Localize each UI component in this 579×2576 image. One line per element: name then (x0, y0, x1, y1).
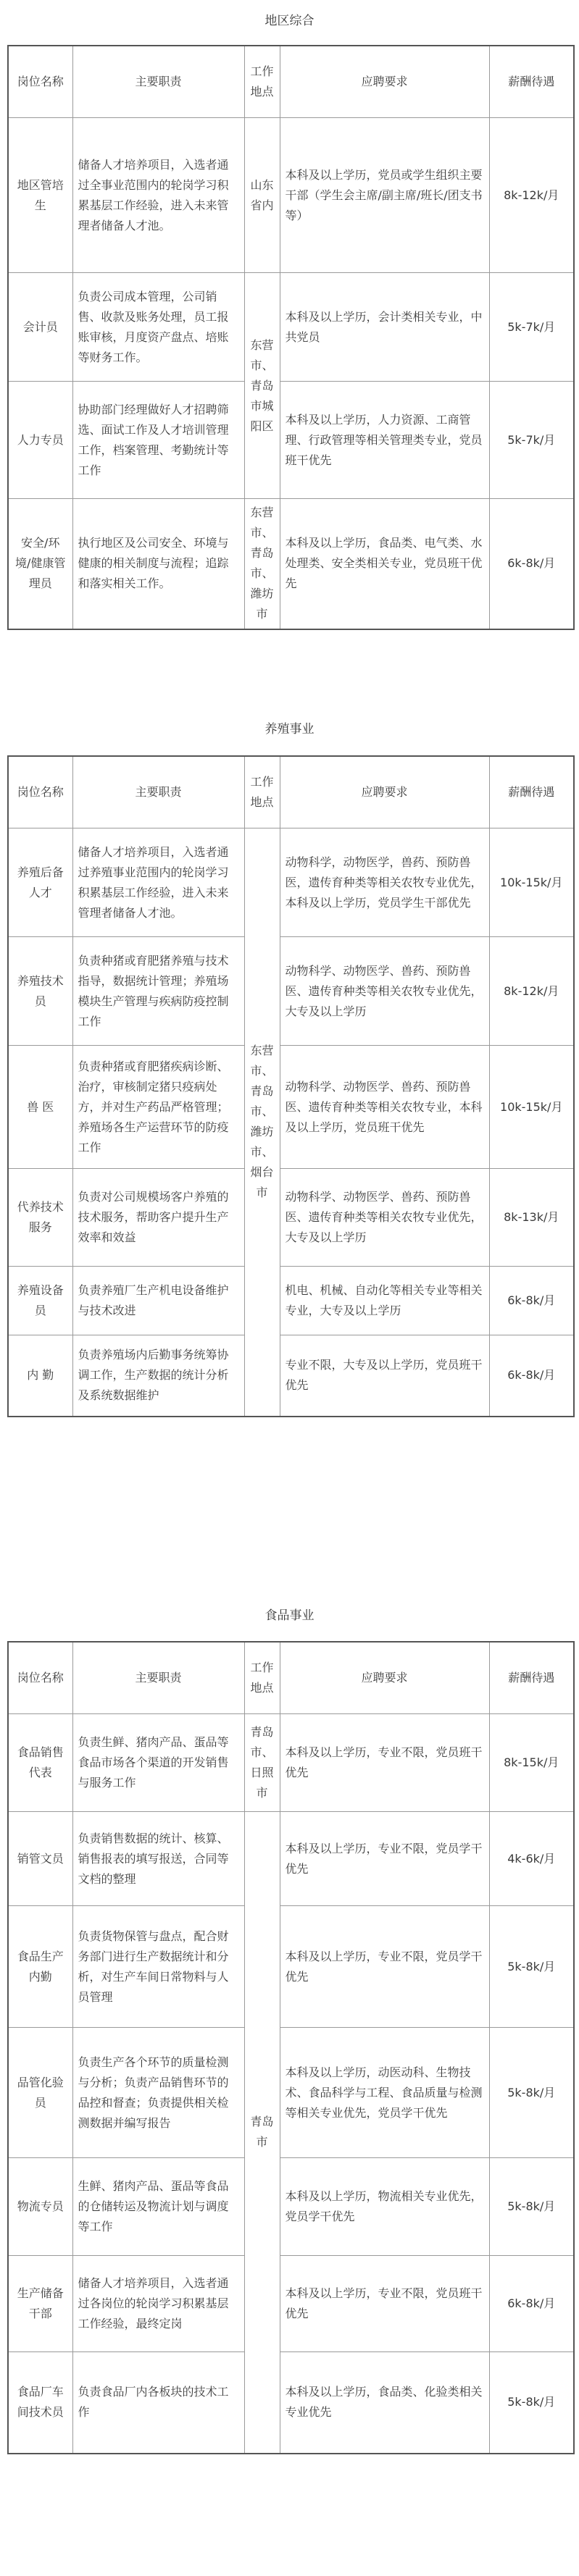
table-row (8, 499, 574, 629)
header-duty: 主要职责 (72, 46, 244, 118)
position-salary: 5k-8k/月 (489, 2352, 574, 2454)
header-salary: 薪酬待遇 (489, 756, 574, 828)
header-location: 工作地点 (244, 1642, 280, 1714)
header-duty: 主要职责 (72, 756, 244, 828)
position-duty: 储备人才培养项目，入选者通过养殖事业范围内的轮岗学习积累基层工作经验，进入未来管理者储备人才池。 (72, 828, 244, 937)
position-requirement: 本科及以上学历，专业不限，党员班干优先 (280, 2256, 489, 2352)
position-duty: 负责食品厂内各板块的技术工作 (72, 2352, 244, 2454)
position-name: 品管化验员 (8, 2028, 72, 2158)
position-salary: 8k-12k/月 (489, 118, 574, 273)
table-row (8, 382, 574, 499)
header-location: 工作地点 (244, 756, 280, 828)
position-salary: 6k-8k/月 (489, 2256, 574, 2352)
work-location: 青岛市 (244, 1812, 280, 2454)
position-salary: 6k-8k/月 (489, 1267, 574, 1335)
position-requirement: 机电、机械、自动化等相关专业等相关专业，大专及以上学历 (280, 1267, 489, 1335)
table-row (8, 1906, 574, 2028)
position-requirement: 动物科学、动物医学、兽药、预防兽医、遗传育种类等相关农牧专业优先，大专及以上学历 (280, 1169, 489, 1267)
position-duty: 负责养殖厂生产机电设备维护与技术改进 (72, 1267, 244, 1335)
position-salary: 5k-8k/月 (489, 2028, 574, 2158)
header-requirement: 应聘要求 (280, 1642, 489, 1714)
position-name: 食品生产内勤 (8, 1906, 72, 2028)
position-name: 会计员 (8, 273, 72, 382)
position-requirement: 本科及以上学历，物流相关专业优先，党员学干优先 (280, 2158, 489, 2256)
table-row (8, 1267, 574, 1335)
header-requirement: 应聘要求 (280, 756, 489, 828)
table-row (8, 828, 574, 937)
position-name: 地区管培生 (8, 118, 72, 273)
header-duty: 主要职责 (72, 1642, 244, 1714)
position-duty: 协助部门经理做好人才招聘筛选、面试工作及人才培训管理工作，档案管理、考勤统计等工作 (72, 382, 244, 499)
breeding-jobs-table (7, 755, 575, 1417)
position-salary: 5k-8k/月 (489, 1906, 574, 2028)
food-jobs-table (7, 1641, 575, 2454)
position-salary: 6k-8k/月 (489, 1335, 574, 1417)
header-salary: 薪酬待遇 (489, 46, 574, 118)
regional-jobs-table (7, 45, 575, 630)
header-position: 岗位名称 (8, 756, 72, 828)
position-duty: 负责生产各个环节的质量检测与分析；负责产品销售环节的品控和督查；负责提供相关检测数据并编写报告 (72, 2028, 244, 2158)
table-header-row (8, 756, 574, 828)
table-row (8, 937, 574, 1046)
position-name: 养殖技术员 (8, 937, 72, 1046)
table-row (8, 1335, 574, 1417)
position-requirement: 专业不限，大专及以上学历，党员班干优先 (280, 1335, 489, 1417)
table-header-row (8, 46, 574, 118)
header-position: 岗位名称 (8, 46, 72, 118)
work-location: 东营市、青岛市、潍坊市 (244, 499, 280, 629)
position-duty: 储备人才培养项目，入选者通过各岗位的轮岗学习积累基层工作经验，最终定岗 (72, 2256, 244, 2352)
position-duty: 执行地区及公司安全、环境与健康的相关制度与流程；追踪和落实相关工作。 (72, 499, 244, 629)
header-requirement: 应聘要求 (280, 46, 489, 118)
position-requirement: 本科及以上学历，专业不限，党员班干优先 (280, 1714, 489, 1812)
position-duty: 负责公司成本管理，公司销售、收款及账务处理，员工报账审核，月度资产盘点、培账等财务工作。 (72, 273, 244, 382)
position-duty: 负责对公司规模场客户养殖的技术服务，帮助客户提升生产效率和效益 (72, 1169, 244, 1267)
position-salary: 8k-12k/月 (489, 937, 574, 1046)
table-row (8, 2256, 574, 2352)
table-row (8, 1046, 574, 1169)
position-duty: 负责生鲜、猪肉产品、蛋品等食品市场各个渠道的开发销售与服务工作 (72, 1714, 244, 1812)
position-salary: 8k-13k/月 (489, 1169, 574, 1267)
position-name: 兽 医 (8, 1046, 72, 1169)
position-salary: 5k-8k/月 (489, 2158, 574, 2256)
position-requirement: 本科及以上学历，专业不限，党员学干优先 (280, 1906, 489, 2028)
position-name: 食品销售代表 (8, 1714, 72, 1812)
header-position: 岗位名称 (8, 1642, 72, 1714)
position-requirement: 动物科学、动物医学、兽药、预防兽医、遗传育种类等相关农牧专业优先，大专及以上学历 (280, 937, 489, 1046)
work-location: 青岛市、日照市 (244, 1714, 280, 1812)
position-requirement: 本科及以上学历，会计类相关专业，中共党员 (280, 273, 489, 382)
position-requirement: 本科及以上学历，人力资源、工商管理、行政管理等相关管理类专业，党员班干优先 (280, 382, 489, 499)
position-salary: 5k-7k/月 (489, 382, 574, 499)
position-salary: 10k-15k/月 (489, 828, 574, 937)
table-row (8, 1169, 574, 1267)
table-row (8, 118, 574, 273)
position-name: 养殖设备员 (8, 1267, 72, 1335)
position-name: 内 勤 (8, 1335, 72, 1417)
position-salary: 6k-8k/月 (489, 499, 574, 629)
work-location: 东营市、青岛市城阳区 (244, 273, 280, 499)
position-requirement: 本科及以上学历，党员或学生组织主要干部（学生会主席/副主席/班长/团支书等） (280, 118, 489, 273)
table-row (8, 273, 574, 382)
position-duty: 负责养殖场内后勤事务统筹协调工作，生产数据的统计分析及系统数据维护 (72, 1335, 244, 1417)
position-requirement: 本科及以上学历，食品类、化验类相关专业优先 (280, 2352, 489, 2454)
position-name: 生产储备干部 (8, 2256, 72, 2352)
position-duty: 储备人才培养项目，入选者通过全事业范围内的轮岗学习积累基层工作经验，进入未来管理者储备人才池。 (72, 118, 244, 273)
header-salary: 薪酬待遇 (489, 1642, 574, 1714)
position-duty: 生鲜、猪肉产品、蛋品等食品的仓储转运及物流计划与调度等工作 (72, 2158, 244, 2256)
position-duty: 负责种猪或育肥猪养殖与技术指导，数据统计管理；养殖场模块生产管理与疾病防疫控制工作 (72, 937, 244, 1046)
position-requirement: 动物科学，动物医学，兽药、预防兽医，遗传育种类等相关农牧专业优先，本科及以上学历，党员学生干部优先 (280, 828, 489, 937)
position-duty: 负责种猪或育肥猪疾病诊断、治疗，审核制定猪只疫病处方，并对生产药品严格管理；养殖场各生产运营环节的防疫工作 (72, 1046, 244, 1169)
position-name: 人力专员 (8, 382, 72, 499)
position-name: 销管文员 (8, 1812, 72, 1906)
position-requirement: 本科及以上学历，专业不限，党员学干优先 (280, 1812, 489, 1906)
position-name: 食品厂车间技术员 (8, 2352, 72, 2454)
position-name: 代养技术服务 (8, 1169, 72, 1267)
position-salary: 5k-7k/月 (489, 273, 574, 382)
position-duty: 负责销售数据的统计、核算、销售报表的填写报送，合同等文档的整理 (72, 1812, 244, 1906)
table-row (8, 1812, 574, 1906)
table-header-row (8, 1642, 574, 1714)
position-requirement: 动物科学、动物医学、兽药、预防兽医、遗传育种类等相关农牧专业，本科及以上学历，党员班干优先 (280, 1046, 489, 1169)
position-requirement: 本科及以上学历，动医动科、生物技术、食品科学与工程、食品质量与检测等相关专业优先，党员学干优先 (280, 2028, 489, 2158)
section-title-food: 食品事业 (264, 1608, 315, 1623)
position-name: 安全/环境/健康管理员 (8, 499, 72, 629)
header-location: 工作地点 (244, 46, 280, 118)
work-location: 东营市、青岛市、潍坊市、烟台市 (244, 828, 280, 1417)
position-duty: 负责货物保管与盘点，配合财务部门进行生产数据统计和分析，对生产车间日常物料与人员管理 (72, 1906, 244, 2028)
work-location: 山东省内 (244, 118, 280, 273)
position-salary: 10k-15k/月 (489, 1046, 574, 1169)
section-title-breeding: 养殖事业 (264, 722, 315, 737)
position-name: 养殖后备人才 (8, 828, 72, 937)
table-row (8, 2352, 574, 2454)
table-row (8, 2158, 574, 2256)
position-requirement: 本科及以上学历，食品类、电气类、水处理类、安全类相关专业，党员班干优先 (280, 499, 489, 629)
table-row (8, 1714, 574, 1812)
position-salary: 4k-6k/月 (489, 1812, 574, 1906)
table-row (8, 2028, 574, 2158)
position-name: 物流专员 (8, 2158, 72, 2256)
section-title-regional: 地区综合 (264, 14, 315, 28)
position-salary: 8k-15k/月 (489, 1714, 574, 1812)
